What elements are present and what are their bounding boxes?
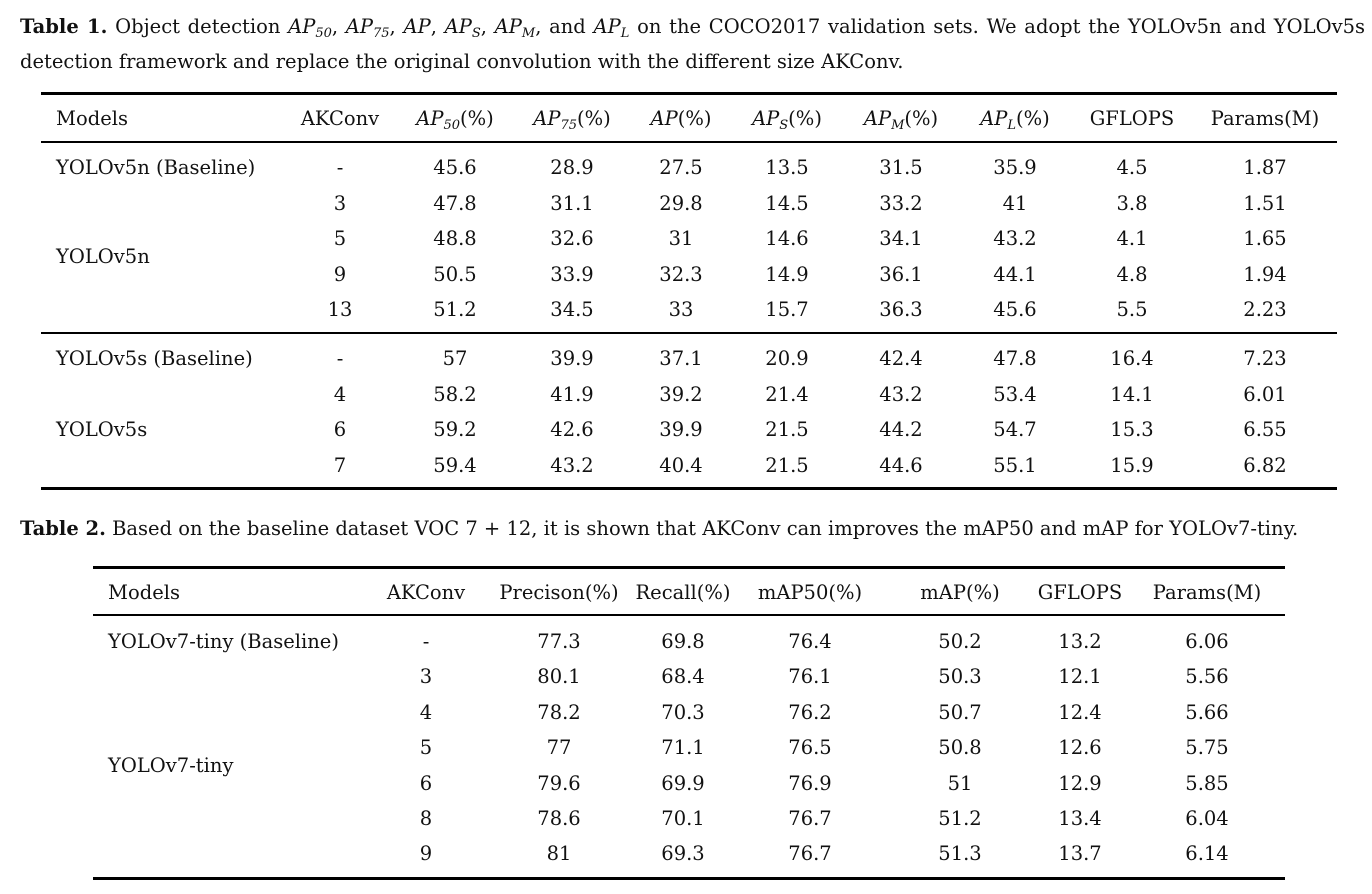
table2-caption (20, 515, 1370, 543)
table-cell: 12.1 (1058, 665, 1102, 689)
table-cell: 80.1 (537, 665, 581, 689)
model-label: YOLOv7-tiny (108, 753, 234, 777)
table-cell: 69.8 (661, 630, 705, 653)
table-cell: 54.7 (993, 418, 1037, 442)
table-cell: 6.06 (1185, 630, 1229, 653)
header-cell: mAP(%) (920, 581, 1000, 604)
table-cell: 69.3 (661, 842, 705, 866)
table-cell: 21.5 (765, 418, 809, 442)
table1 (41, 92, 1337, 490)
table-cell: 8 (419, 807, 433, 830)
table-cell: 27.5 (659, 156, 703, 179)
table-cell: 6 (419, 771, 433, 795)
table-cell: - (336, 156, 344, 179)
table-cell: 32.6 (550, 227, 594, 251)
table-cell: 50.5 (433, 262, 477, 286)
model-label: YOLOv5s (Baseline) (56, 347, 253, 370)
table-cell: 70.1 (661, 807, 705, 830)
table-cell: 14.1 (1110, 382, 1154, 406)
header-cell: $AP_M(\%)$ (863, 107, 939, 133)
table-cell: 58.2 (433, 382, 477, 406)
table-cell: 5.66 (1185, 700, 1229, 724)
table-cell: 35.9 (993, 156, 1037, 179)
model-label: YOLOv5n (56, 245, 150, 268)
table-cell: 29.8 (659, 191, 703, 215)
table-cell: 59.4 (433, 453, 477, 477)
table1-caption (20, 13, 1365, 76)
table-cell: 39.9 (659, 418, 703, 442)
table-cell: 69.9 (661, 771, 705, 795)
table-cell: 5 (333, 227, 347, 251)
table-cell: 76.7 (788, 842, 832, 866)
table-cell: 1.87 (1243, 156, 1287, 179)
table1-caption-text: Object detection $AP_{50}$, $AP_{75}$, AP, $AP_S$, $AP_M$, and $AP_L$ on the COCO2017 validation sets. We adopt the YOLOv5n and YOLOv5s detection framework and replace the original convolution with the different size AKConv. (20, 15, 1366, 73)
table-cell: 45.6 (433, 156, 477, 179)
table-cell: 50.2 (938, 630, 982, 653)
table-cell: 5.85 (1185, 771, 1229, 795)
table-cell: 3 (419, 665, 433, 689)
table-cell: 43.2 (879, 382, 923, 406)
table-cell: 50.3 (938, 665, 982, 689)
table-cell: 41 (1002, 191, 1028, 215)
table-cell: 36.1 (879, 262, 923, 286)
table-cell: 12.6 (1058, 736, 1102, 760)
table-cell: 13 (327, 298, 353, 322)
header-cell: GFLOPS (1089, 107, 1175, 130)
top-rule (41, 92, 1337, 95)
bottom-rule (41, 487, 1337, 490)
table-cell: 4.8 (1116, 262, 1148, 286)
table-cell: 5.5 (1116, 298, 1148, 322)
table-cell: 41.9 (550, 382, 594, 406)
table-cell: 3.8 (1116, 191, 1148, 215)
table-cell: 76.5 (788, 736, 832, 760)
table1-caption-label: Table 1. (20, 15, 108, 38)
table-cell: 76.2 (788, 700, 832, 724)
header-cell: Recall(%) (635, 581, 731, 604)
table-cell: 33 (668, 298, 694, 322)
table-cell: 42.4 (879, 347, 923, 370)
table-cell: 77.3 (537, 630, 581, 653)
model-label: YOLOv7-tiny (Baseline) (108, 630, 339, 653)
table-cell: 44.2 (879, 418, 923, 442)
table-cell: 39.2 (659, 382, 703, 406)
table-cell: 48.8 (433, 227, 477, 251)
header-cell: AKConv (300, 107, 380, 130)
table-cell: 13.2 (1058, 630, 1102, 653)
table-cell: 1.65 (1243, 227, 1287, 251)
table-cell: 16.4 (1110, 347, 1154, 370)
table-cell: 45.6 (993, 298, 1037, 322)
header-rule (93, 614, 1285, 616)
table-cell: 37.1 (659, 347, 703, 370)
table-cell: 31 (668, 227, 694, 251)
table-cell: 15.7 (765, 298, 809, 322)
table-cell: 3 (333, 191, 347, 215)
table-cell: 77 (546, 736, 572, 760)
table-cell: 14.5 (765, 191, 809, 215)
header-cell: Params(M) (1152, 581, 1262, 604)
header-rule (41, 141, 1337, 143)
table-cell: 9 (419, 842, 433, 866)
table-cell: - (336, 347, 344, 370)
header-cell: mAP50(%) (757, 581, 863, 604)
table-cell: 14.9 (765, 262, 809, 286)
table-cell: 7.23 (1243, 347, 1287, 370)
bottom-rule (93, 877, 1285, 880)
table-cell: 5.56 (1185, 665, 1229, 689)
table-cell: 33.9 (550, 262, 594, 286)
table-cell: 7 (333, 453, 347, 477)
table-cell: 20.9 (765, 347, 809, 370)
table-cell: 4 (333, 382, 347, 406)
table-cell: 21.4 (765, 382, 809, 406)
table-cell: 71.1 (661, 736, 705, 760)
table-cell: 31.1 (550, 191, 594, 215)
table-cell: 31.5 (879, 156, 923, 179)
table2-caption-text: Based on the baseline dataset VOC 7 + 12, it is shown that AKConv can improves the mAP50 and mAP for YOLOv7-tiny. (112, 517, 1299, 540)
table-cell: 76.1 (788, 665, 832, 689)
table-cell: 13.4 (1058, 807, 1102, 830)
table-cell: 5 (419, 736, 433, 760)
table-cell: 34.1 (879, 227, 923, 251)
table-cell: 36.3 (879, 298, 923, 322)
table-cell: 70.3 (661, 700, 705, 724)
table-cell: 21.5 (765, 453, 809, 477)
table-cell: 47.8 (993, 347, 1037, 370)
header-cell: $AP_S(\%)$ (752, 107, 822, 133)
table-cell: 4 (419, 700, 433, 724)
table-cell: 79.6 (537, 771, 581, 795)
header-cell: $AP_{50}(\%)$ (416, 107, 494, 133)
top-rule (93, 566, 1285, 569)
table2 (93, 566, 1285, 882)
header-cell: Precison(%) (499, 581, 619, 604)
table-cell: 4.1 (1116, 227, 1148, 251)
table-cell: 53.4 (993, 382, 1037, 406)
table-cell: 57 (442, 347, 468, 370)
table-cell: 6 (333, 418, 347, 442)
header-cell: $AP_{75}(\%)$ (533, 107, 611, 133)
table-cell: 76.4 (788, 630, 832, 653)
table-cell: 50.8 (938, 736, 982, 760)
table-cell: 1.94 (1243, 262, 1287, 286)
table-cell: 12.9 (1058, 771, 1102, 795)
table-cell: - (422, 630, 430, 653)
table-cell: 51.3 (938, 842, 982, 866)
table-cell: 47.8 (433, 191, 477, 215)
header-cell: AP(%) (650, 107, 712, 130)
header-cell: Models (108, 581, 180, 604)
table-cell: 6.04 (1185, 807, 1229, 830)
table-cell: 13.5 (765, 156, 809, 179)
table-cell: 51.2 (938, 807, 982, 830)
table-cell: 14.6 (765, 227, 809, 251)
table-cell: 6.01 (1243, 382, 1287, 406)
table-cell: 40.4 (659, 453, 703, 477)
table-cell: 15.9 (1110, 453, 1154, 477)
model-label: YOLOv5s (56, 418, 148, 442)
table-cell: 39.9 (550, 347, 594, 370)
table-cell: 44.6 (879, 453, 923, 477)
table-cell: 78.2 (537, 700, 581, 724)
table-cell: 28.9 (550, 156, 594, 179)
table-cell: 42.6 (550, 418, 594, 442)
table-cell: 32.3 (659, 262, 703, 286)
table-cell: 5.75 (1185, 736, 1229, 760)
header-cell: Models (56, 107, 128, 130)
model-label: YOLOv5n (Baseline) (56, 156, 256, 179)
table-cell: 51.2 (433, 298, 477, 322)
header-cell: AKConv (386, 581, 466, 604)
table-cell: 1.51 (1243, 191, 1287, 215)
table-cell: 6.82 (1243, 453, 1287, 477)
group-rule (41, 332, 1337, 334)
table-cell: 9 (333, 262, 347, 286)
table-cell: 55.1 (993, 453, 1037, 477)
table-cell: 15.3 (1110, 418, 1154, 442)
table-cell: 34.5 (550, 298, 594, 322)
table-cell: 12.4 (1058, 700, 1102, 724)
table2-caption-label: Table 2. (20, 517, 106, 540)
table-cell: 59.2 (433, 418, 477, 442)
table-cell: 4.5 (1116, 156, 1148, 179)
table-cell: 78.6 (537, 807, 581, 830)
table-cell: 43.2 (993, 227, 1037, 251)
table-cell: 2.23 (1243, 298, 1287, 322)
table-cell: 76.9 (788, 771, 832, 795)
table-cell: 44.1 (993, 262, 1037, 286)
table-cell: 13.7 (1058, 842, 1102, 866)
table-cell: 81 (546, 842, 572, 866)
table-cell: 50.7 (938, 700, 982, 724)
table-cell: 43.2 (550, 453, 594, 477)
table-cell: 68.4 (661, 665, 705, 689)
table-cell: 76.7 (788, 807, 832, 830)
header-cell: GFLOPS (1037, 581, 1123, 604)
table-cell: 33.2 (879, 191, 923, 215)
header-cell: $AP_L(\%)$ (980, 107, 1050, 133)
header-cell: Params(M) (1210, 107, 1320, 130)
table-cell: 51 (947, 771, 973, 795)
table-cell: 6.55 (1243, 418, 1287, 442)
table-cell: 6.14 (1185, 842, 1229, 866)
